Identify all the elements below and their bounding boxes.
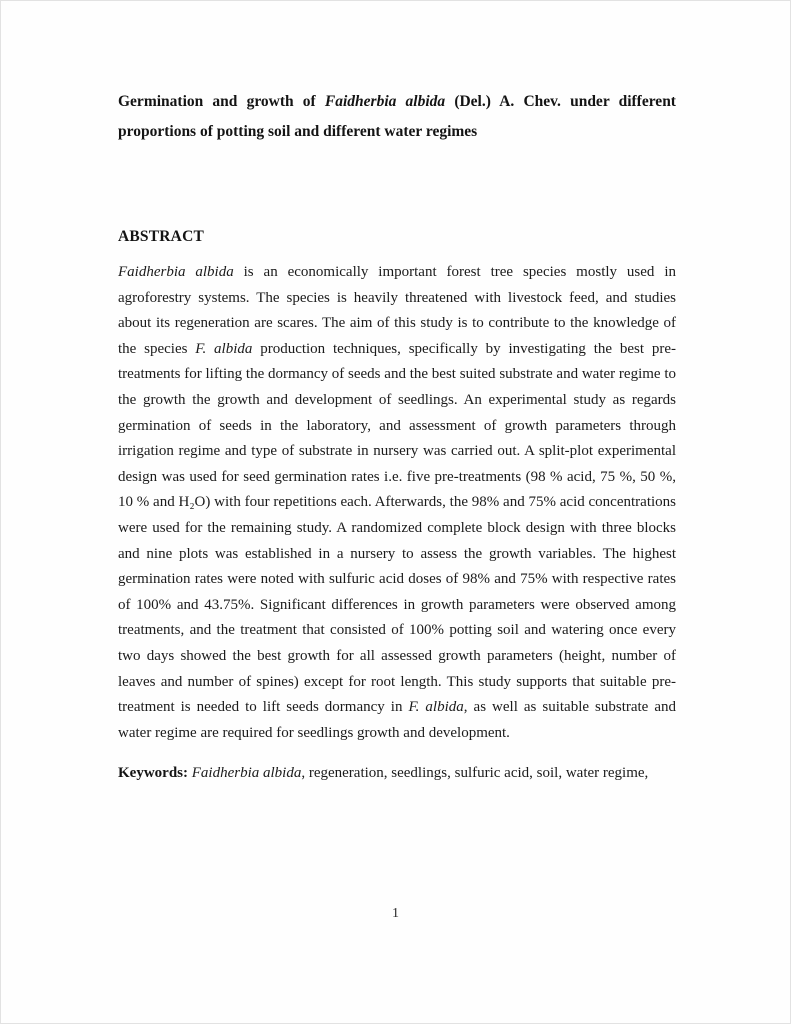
species-name-italic: F. albida	[195, 340, 253, 357]
keywords-list: , regeneration, seedlings, sulfuric acid, soil, water regime,	[301, 765, 649, 782]
abstract-text-segment: is an economically important forest tree species mostly used in agroforestry systems. The species is heavily threatened with livestock feed, and studies about its regeneration are scares. The aim of this study is to contribute to the knowledge of the species	[118, 264, 676, 357]
page-content	[118, 1, 676, 787]
abstract-text-segment: production techniques, specifically by investigating the best pre-treatments for lifting the dormancy of seeds and the best suited substrate and water regime to the growth the growth and development of seedlings. An experimental study as regards germination of seeds in the laboratory, and assessment of growth parameters through irrigation regime and type of substrate in nursery was carried out. A split-plot experimental design was used for seed germination rates i.e. five pre-treatments (98 % acid, 75 %, 50 %, 10 % and H₂O) with four repetitions each. Afterwards, the 98% and 75% acid concentrations were used for the remaining study. A randomized complete block design with three blocks and nine plots was established in a nursery to assess the growth variables. The highest germination rates were noted with sulfuric acid doses of 98% and 75% with respective rates of 100% and 43.75%. Significant differences in growth parameters were observed among treatments, and the treatment that consisted of 100% potting soil and watering once every two days showed the best growth for all assessed growth parameters (height, number of leaves and number of spines) except for root length. This study supports that suitable pre-treatment is needed to lift seeds dormancy in	[118, 340, 676, 716]
title-species-name: Faidherbia albida	[324, 93, 446, 110]
species-name-italic: Faidherbia albida	[118, 264, 234, 280]
keywords-line	[118, 761, 676, 787]
title-text-trailing: (Del.) A. Chev. under different proportions of potting soil and different water regimes	[118, 93, 676, 140]
abstract-heading: ABSTRACT	[118, 228, 205, 245]
keywords-species-name: Faidherbia albida	[191, 765, 302, 782]
page-number: 1	[392, 906, 399, 921]
abstract-text-segment: , as well as suitable substrate and water regime are required for seedlings growth and development.	[118, 699, 676, 741]
abstract-paragraph	[118, 260, 676, 746]
keywords-label: Keywords:	[118, 765, 192, 782]
title-text-leading: Germination and growth of	[118, 93, 325, 110]
species-name-italic: F. albida	[408, 699, 464, 716]
paper-title	[118, 87, 676, 146]
